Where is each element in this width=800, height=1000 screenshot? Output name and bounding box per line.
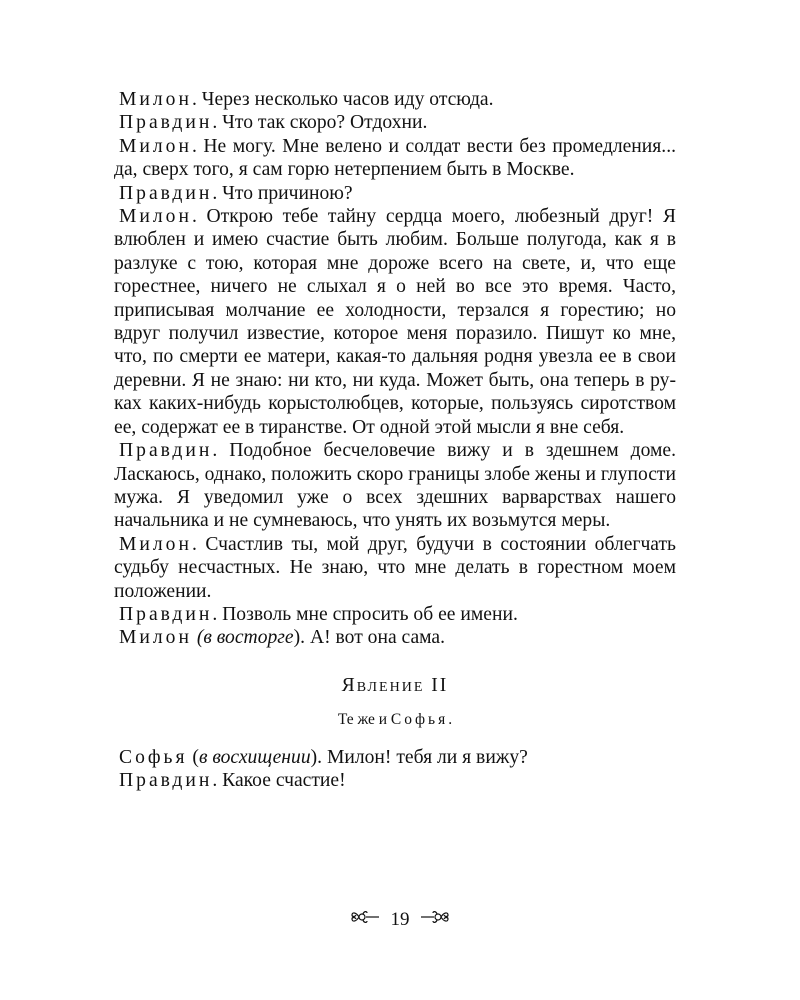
line-text: . Какое счастие! bbox=[212, 770, 346, 792]
speaker-name: Милон bbox=[119, 89, 192, 110]
remark-open: ( bbox=[187, 746, 199, 768]
line-text: . Что так скоро? Отдохни. bbox=[212, 112, 428, 134]
line-text: . Позволь мне спросить об ее имени. bbox=[212, 603, 518, 625]
line-text: ). Милон! тебя ли я вижу? bbox=[310, 746, 528, 768]
stage-direction: (в восторге bbox=[196, 627, 294, 649]
speaker-name: Милон bbox=[119, 533, 192, 555]
page-number: 19 bbox=[390, 908, 410, 930]
dialogue-line bbox=[114, 533, 676, 603]
dialogue-line bbox=[114, 746, 676, 769]
cast-suffix: . bbox=[448, 710, 453, 728]
dialogue-line bbox=[114, 88, 676, 111]
dialogue-line bbox=[114, 182, 676, 205]
speaker-name: Правдин bbox=[119, 603, 213, 625]
stage-direction-close: ) bbox=[293, 627, 301, 649]
scene-cast bbox=[114, 710, 676, 730]
page-body bbox=[114, 88, 676, 793]
ornament-right-icon bbox=[420, 909, 450, 931]
ornament-left-icon bbox=[350, 909, 380, 931]
speaker-name: Милон bbox=[119, 206, 192, 228]
speaker-name: Милон bbox=[119, 627, 192, 649]
speaker-name: Правдин bbox=[119, 112, 213, 134]
line-text: . Счастлив ты, мой друг, будучи в состоянии облегчать судьбу несчастных. Не знаю, что мне делать в горестном моем положении. bbox=[114, 533, 676, 602]
dialogue-line bbox=[114, 626, 676, 649]
line-text: . Не могу. Мне велено и солдат вести без промедления... да, сверх того, я сам горю нетерпением быть в Москве. bbox=[114, 135, 676, 181]
line-text: . Через несколько часов иду отсюда. bbox=[191, 89, 494, 110]
line-text: . Что причиною? bbox=[212, 182, 353, 204]
line-text: . Открою тебе тайну сердца моего, любезный друг! Я влюблен и имею счастие быть любим. Больше полугода, как я в разлуке с тою, которая мне дороже всего на свете, и, что еще горестнее, ничего не слыхал я о ней во все это время. Часто, приписывая молчание ее холодности, терзался я горестию; но вдруг получил известие, которое меня поразило. Пишут ко мне, что, по смерти ее матери, какая-то дальняя родня увезла ее в свои деревни. Я не знаю: ни кто, ни куда. Может быть, она теперь в руках каких-нибудь корыстолюбцев, которые, пользуясь сиротством ее, содержат ее в тиранстве. От одной этой мысли я вне себя. bbox=[114, 206, 676, 438]
dialogue-line bbox=[114, 439, 676, 533]
speaker-name: Правдин bbox=[119, 182, 213, 204]
speaker-name: Правдин bbox=[119, 440, 213, 462]
stage-direction: в восхищении bbox=[198, 746, 311, 768]
page-footer bbox=[0, 908, 800, 931]
dialogue-line bbox=[114, 205, 676, 439]
cast-name: Софья bbox=[390, 710, 449, 728]
dialogue-line bbox=[114, 769, 676, 792]
line-text: . Подобное бесчеловечие вижу и в здешнем доме. Ласкаюсь, однако, положить скоро границы злобе жены и глупости мужа. Я уведомил уже о всех здешних варварствах нашего начальника и не сумневаюсь, что унять их возьмутся меры. bbox=[114, 440, 676, 532]
speaker-name: Софья bbox=[119, 746, 188, 768]
speaker-name: Милон bbox=[119, 135, 192, 157]
dialogue-line bbox=[114, 603, 676, 626]
dialogue-line bbox=[114, 111, 676, 134]
speaker-name: Правдин bbox=[119, 770, 213, 792]
cast-prefix: Те же и bbox=[337, 710, 391, 728]
line-text: . А! вот она сама. bbox=[300, 627, 446, 649]
dialogue-line bbox=[114, 135, 676, 182]
scene-heading: Явление II bbox=[341, 674, 449, 696]
